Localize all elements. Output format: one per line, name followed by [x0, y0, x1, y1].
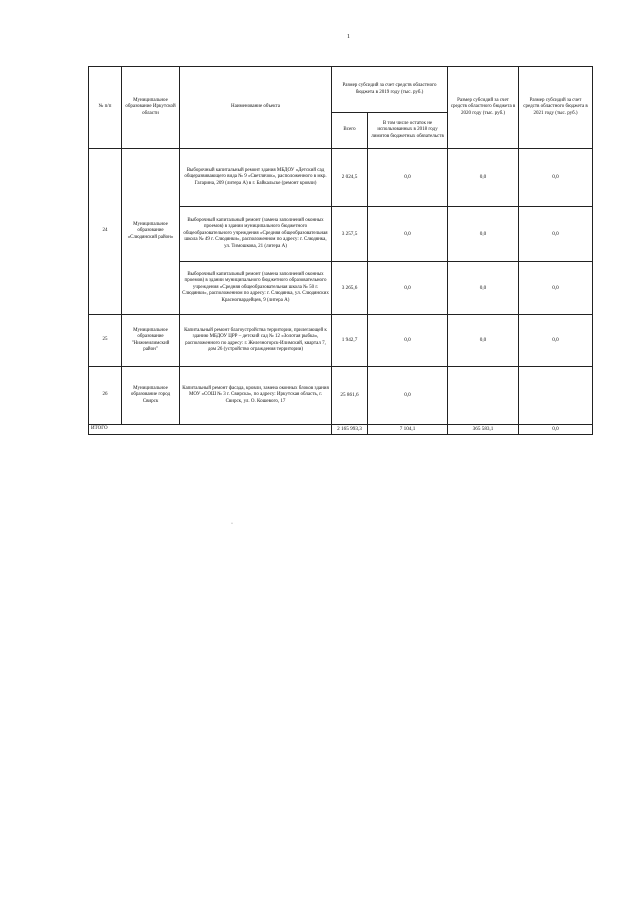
subsidy-2020-cell — [448, 367, 519, 425]
municipality-cell: Муниципальное образование город Свирск — [122, 367, 180, 425]
grand-remainder-cell: 7 104,1 — [368, 425, 448, 435]
total-row — [89, 425, 593, 435]
total-cell: 3 257,5 — [332, 207, 368, 262]
header-subsidy-2019: Размер субсидий за счет средств областного бюджета в 2019 году (тыс. руб.) — [332, 67, 448, 113]
header-total: Всего — [332, 113, 368, 149]
subsidy-2020-cell: 0,0 — [448, 149, 519, 207]
table-row — [89, 367, 593, 425]
header-remainder: В том числе остаток не использованных в 2018 году лимитов бюджетных обязательств — [368, 113, 448, 149]
subsidy-2020-cell: 0,0 — [448, 315, 519, 367]
header-num: № п/п — [89, 67, 122, 149]
subsidy-2021-cell: 0,0 — [519, 315, 593, 367]
object-name: Выборочный капитальный ремонт (замена заполнений оконных проемов) в здании муниципального бюджетного общеобразовательного учреждения «Средняя общеобразовательная школа № 49 г. Слюдянки», расположенном по адресу: г. Слюдянка, ул. Тимошкова, 21 (литера А) — [180, 207, 332, 262]
object-name: Выборочный капитальный ремонт здания МБДОУ «Детский сад общеразвивающего вида № 9 «Светлячок», расположенного в мкр. Гагарина, 209 (литера А) в г. Байкальске (ремонт кровли) — [180, 149, 332, 207]
total-cell: 3 265,6 — [332, 262, 368, 315]
object-name: Капитальный ремонт благоустройства территории, прилегающей к зданию МБДОУ ЦРР – детский сад № 12 «Золотая рыбка», расположенного по адресу: г. Железногорск-Илимский, квартал 7, дом 26 (устройство ограждения территории) — [180, 315, 332, 367]
stray-mark: · — [231, 521, 233, 527]
remainder-cell: 0,0 — [368, 207, 448, 262]
grand-total-cell: 2 165 993,3 — [332, 425, 368, 435]
header-subsidy-2021: Размер субсидий за счет средств областного бюджета в 2021 году (тыс. руб.) — [519, 67, 593, 149]
total-cell: 1 942,7 — [332, 315, 368, 367]
remainder-cell: 0,0 — [368, 315, 448, 367]
header-row-1 — [89, 67, 593, 113]
header-municipality: Муниципальное образование Иркутской области — [122, 67, 180, 149]
subsidy-2021-cell: 0,0 — [519, 149, 593, 207]
subsidy-table — [88, 66, 593, 435]
header-subsidy-2020: Размер субсидий за счет средств областного бюджета в 2020 году (тыс. руб.) — [448, 67, 519, 149]
municipality-cell: Муниципальное образование "Нижнеилимский район" — [122, 315, 180, 367]
remainder-cell: 0,0 — [368, 367, 448, 425]
header-object: Наименование объекта — [180, 67, 332, 149]
row-number: 24 — [89, 149, 122, 315]
object-name: Выборочный капитальный ремонт (замена заполнений оконных проемов) в здании муниципального бюджетного образовательного учреждения «Средняя общеобразовательная школа № 50 г. Слюдянки», расположенном по адресу: г. Слюдянка, ул. Слюдянских Красногвардейцев, 9 (литера А) — [180, 262, 332, 315]
grand-2021-cell: 0,0 — [519, 425, 593, 435]
municipality-cell: Муниципальное образование «Слюдянский район» — [122, 149, 180, 315]
remainder-cell: 0,0 — [368, 149, 448, 207]
subsidy-2020-cell: 0,0 — [448, 207, 519, 262]
remainder-cell: 0,0 — [368, 262, 448, 315]
object-name: Капитальный ремонт фасада, кровли, замена оконных блоков здания МОУ «СОШ № 3 г. Свирска», по адресу: Иркутская область, г. Свирск, ул. О. Кошевого, 17 — [180, 367, 332, 425]
row-number: 25 — [89, 315, 122, 367]
table-row — [89, 149, 593, 207]
total-cell: 2 024,5 — [332, 149, 368, 207]
total-label: ИТОГО — [89, 425, 332, 435]
total-cell: 25 861,6 — [332, 367, 368, 425]
table-row — [89, 315, 593, 367]
page-number-mark: 1 — [347, 34, 350, 40]
subsidy-2021-cell: 0,0 — [519, 262, 593, 315]
subsidy-2020-cell: 0,0 — [448, 262, 519, 315]
subsidy-2021-cell — [519, 367, 593, 425]
grand-2020-cell: 365 583,1 — [448, 425, 519, 435]
row-number: 26 — [89, 367, 122, 425]
subsidy-2021-cell: 0,0 — [519, 207, 593, 262]
